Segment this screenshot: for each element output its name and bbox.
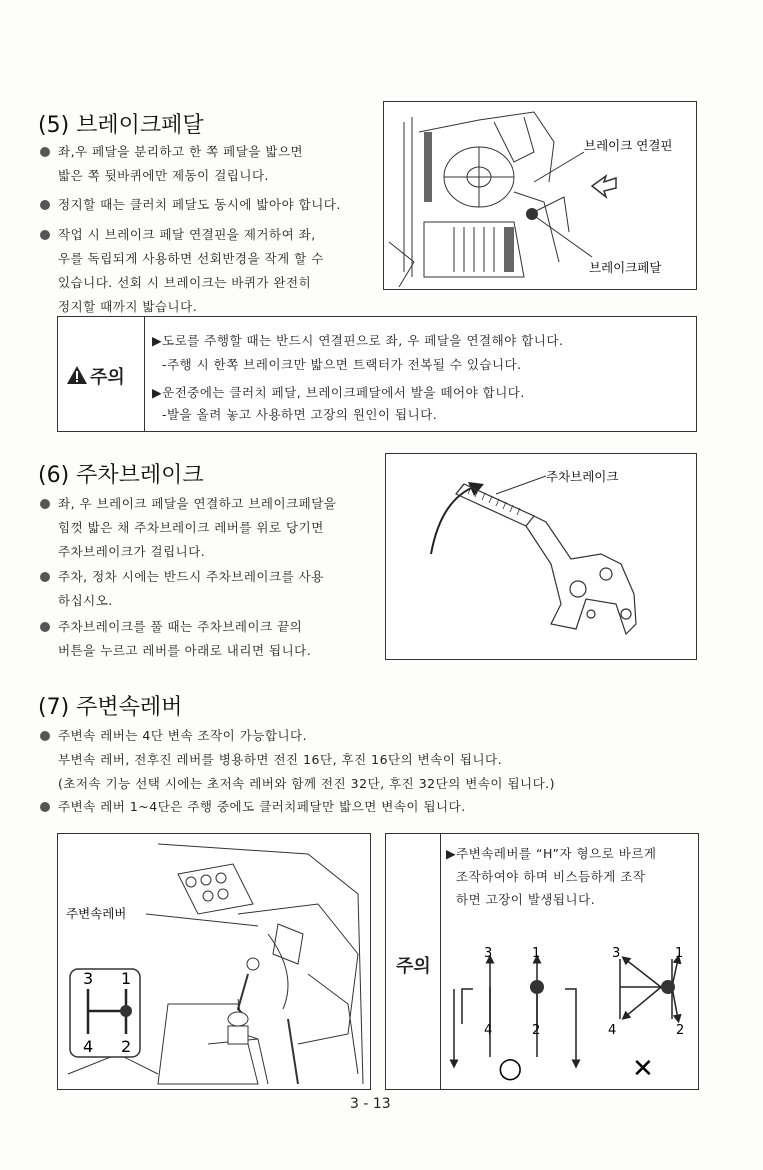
bullet-dot <box>40 147 50 157</box>
caution-box-1 <box>57 316 697 432</box>
bullet-parking-2: 주차, 정차 시에는 반드시 주차브레이크를 사용 하십시오. <box>58 565 324 613</box>
bullet-dot <box>40 230 50 240</box>
ok-mark-icon: ○ <box>498 1051 523 1084</box>
caution-line: -발을 올려 놓고 사용하면 고장의 원인이 됩니다. <box>162 407 438 422</box>
gear-num-1: 1 <box>121 969 132 988</box>
ok-num-1: 1 <box>532 946 541 961</box>
shift-lever-illustration <box>58 834 370 1089</box>
caution-label: 주의 <box>90 367 125 388</box>
arrow-icon <box>592 176 616 197</box>
gear-num-4: 4 <box>83 1037 94 1056</box>
section-title-main-shift-lever: (7) 주변속레버 <box>38 695 183 720</box>
label-main-shift-lever: 주변속레버 <box>66 906 127 921</box>
shift-pattern-examples <box>440 929 698 1089</box>
label-brake-pin: 브레이크 연결핀 <box>584 138 673 153</box>
parking-brake-illustration <box>386 454 696 659</box>
caution-line: 하면 고장이 발생됩니다. <box>456 892 596 907</box>
bullet-dot <box>40 572 50 582</box>
section-title-parking-brake: (6) 주차브레이크 <box>38 463 204 488</box>
brake-pedal-illustration <box>384 102 696 289</box>
figure-brake-pedal <box>383 101 697 290</box>
ok-num-3: 3 <box>484 946 493 961</box>
bullet-dot <box>40 731 50 741</box>
caution-label-cell <box>386 834 441 1089</box>
correct-h-pattern <box>454 959 576 1064</box>
bullet-brake-1: 좌,우 페달을 분리하고 한 쪽 페달을 밟으면 밟은 쪽 뒷바퀴에만 제동이 걸립니다. <box>58 140 303 188</box>
caution-line: ▶도로를 주행할 때는 반드시 연결핀으로 좌, 우 페달을 연결해야 합니다. <box>152 333 564 348</box>
bullet-dot <box>40 200 50 210</box>
bullet-parking-3: 주차브레이크를 풀 때는 주차브레이크 끝의 버튼을 누르고 레버를 아래로 내리면 됩니다. <box>58 615 311 663</box>
caution-box-2 <box>385 833 699 1090</box>
ng-num-3: 3 <box>612 946 621 961</box>
bullet-brake-2: 정지할 때는 클러치 페달도 동시에 밟아야 합니다. <box>58 193 341 217</box>
gear-pattern-diagram <box>70 969 140 1057</box>
label-parking-brake: 주차브레이크 <box>546 469 619 484</box>
ok-num-4: 4 <box>484 1023 493 1038</box>
figure-main-shift-lever <box>57 833 371 1090</box>
bullet-shift-1: 주변속 레버는 4단 변속 조작이 가능합니다. 부변속 레버, 전후진 레버를 병용하면 전진 16단, 후진 16단의 변속이 됩니다. (초저속 기능 선택 시에는 초저속 레버와 함께 전진 32단, 후진 32단의 변속이 됩니다.) <box>58 724 555 796</box>
caution-line: 조작하여야 하며 비스듬하게 조작 <box>456 869 646 884</box>
ng-num-2: 2 <box>676 1023 685 1038</box>
warning-triangle-icon <box>66 365 88 385</box>
bullet-dot <box>40 622 50 632</box>
bullet-parking-1: 좌, 우 브레이크 페달을 연결하고 브레이크페달을 힘껏 밟은 채 주차브레이크 레버를 위로 당기면 주차브레이크가 걸립니다. <box>58 492 336 564</box>
caution-label-cell <box>58 317 145 431</box>
label-brake-pedal: 브레이크페달 <box>589 260 662 275</box>
page-number: 3 - 13 <box>350 1096 391 1112</box>
ng-mark-icon: ✕ <box>632 1054 654 1084</box>
caution-label: 주의 <box>396 956 431 977</box>
ok-num-2: 2 <box>532 1023 541 1038</box>
caution-line: ▶운전중에는 클러치 페달, 브레이크페달에서 발을 떼어야 합니다. <box>152 385 525 400</box>
caution-line: -주행 시 한쪽 브레이크만 밟으면 트랙터가 전복될 수 있습니다. <box>162 357 522 372</box>
caution-line: ▶주변속레버를 “H”자 형으로 바르게 <box>446 846 657 861</box>
gear-num-3: 3 <box>83 969 94 988</box>
gear-num-2: 2 <box>121 1037 132 1056</box>
ng-num-1: 1 <box>675 946 684 961</box>
bullet-brake-3: 작업 시 브레이크 페달 연결핀을 제거하여 좌, 우를 독립되게 사용하면 선회반경을 작게 할 수 있습니다. 선회 시 브레이크는 바퀴가 완전히 정지할 때까지 밟습니다. <box>58 223 324 319</box>
figure-parking-brake <box>385 453 697 660</box>
section-title-brake-pedal: (5) 브레이크페달 <box>38 113 204 138</box>
bullet-dot <box>40 802 50 812</box>
bullet-dot <box>40 499 50 509</box>
ng-num-4: 4 <box>608 1023 617 1038</box>
bullet-shift-2: 주변속 레버 1~4단은 주행 중에도 클러치페달만 밟으면 변속이 됩니다. <box>58 795 466 819</box>
